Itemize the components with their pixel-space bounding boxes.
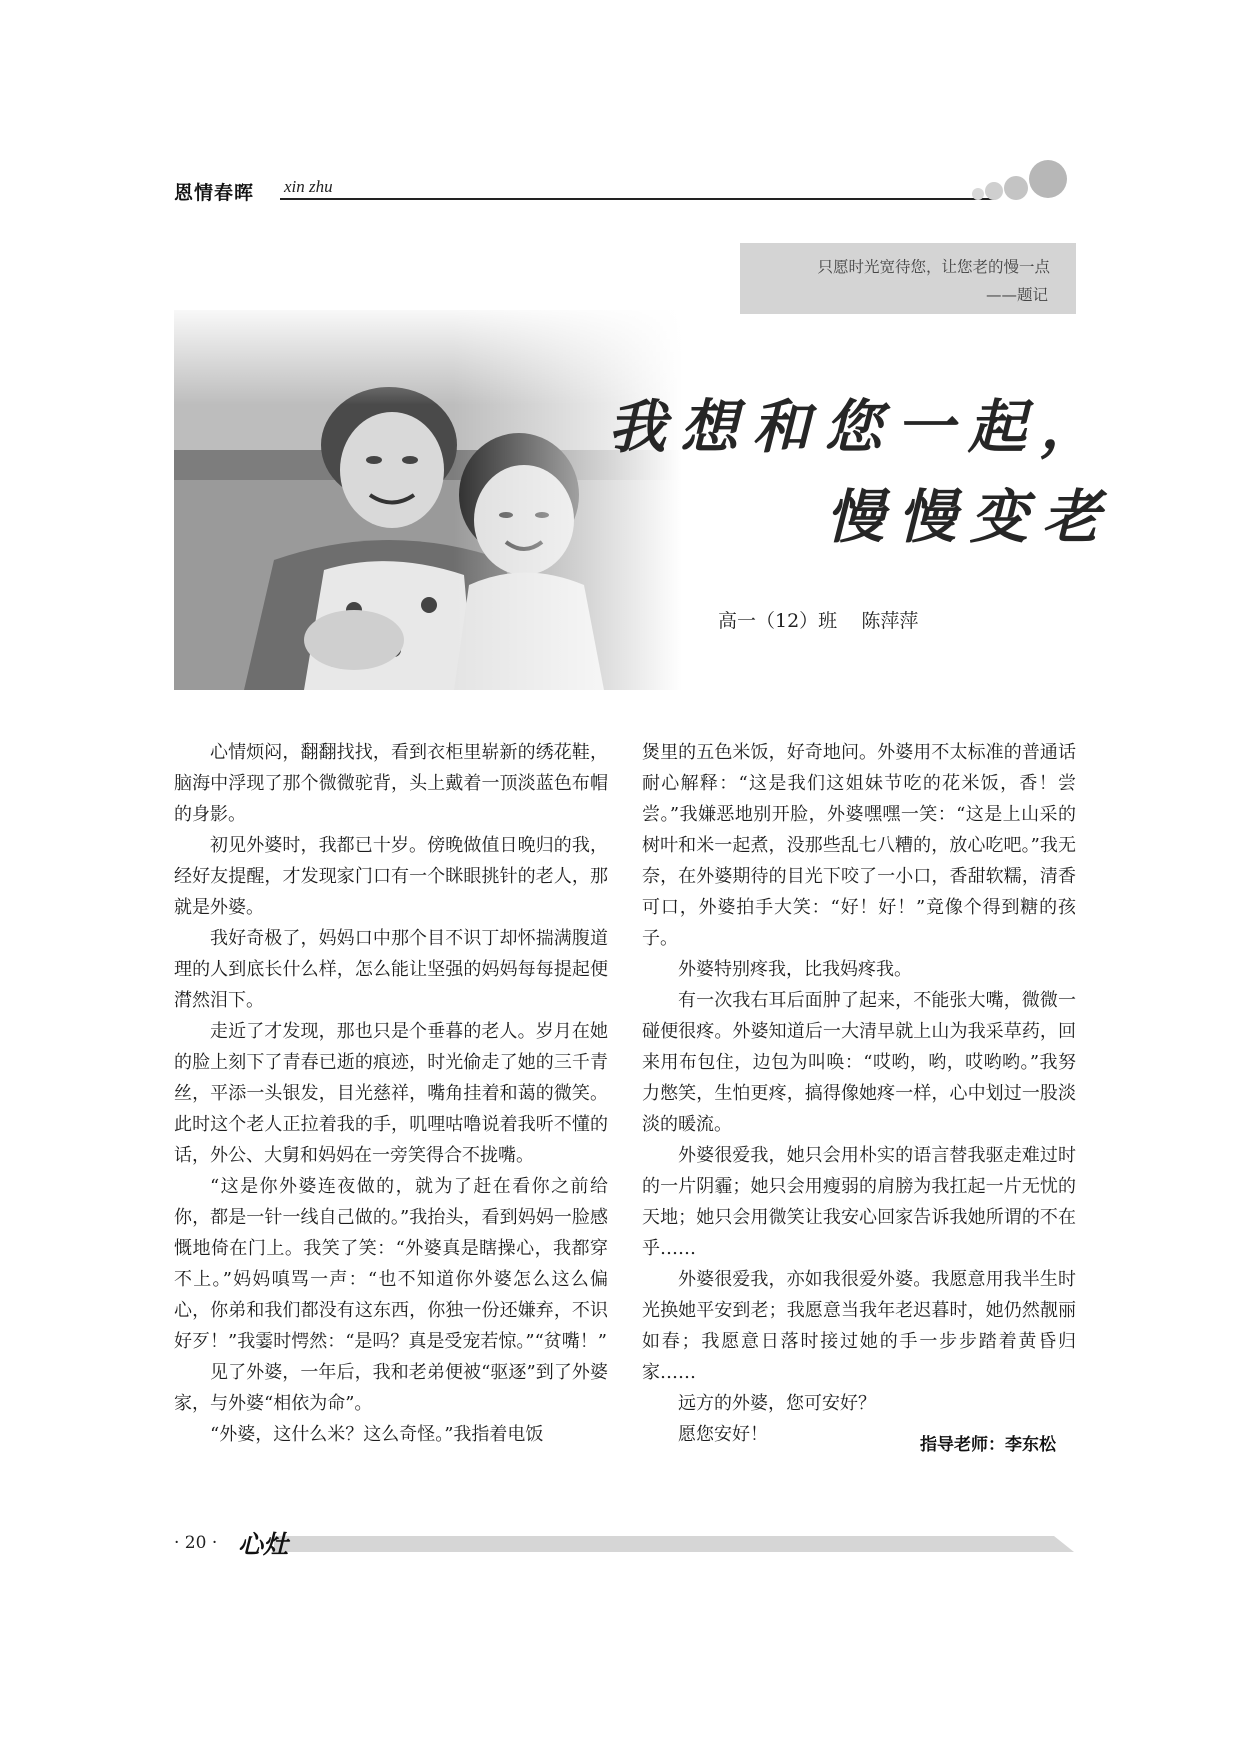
section-pinyin: xin zhu bbox=[284, 177, 333, 196]
section-title: 恩情春晖 bbox=[174, 182, 255, 204]
article-author: 高一（12）班 陈萍萍 bbox=[718, 610, 919, 632]
paragraph: 外婆特别疼我，比我妈疼我。 bbox=[678, 959, 912, 980]
paragraph: 远方的外婆，您可安好？ bbox=[678, 1393, 876, 1414]
epigraph-source: ——题记 bbox=[985, 286, 1048, 304]
right-column bbox=[642, 737, 1076, 1450]
grandmother-child-photo bbox=[174, 310, 682, 690]
advisor-credit: 指导老师：李东松 bbox=[920, 1435, 1056, 1455]
header-rule bbox=[280, 198, 994, 200]
paragraph-continuation: 煲里的五色米饭，好奇地问。外婆用不太标准的普通话耐心解释：“这是我们这姐妹节吃的花米饭，香！尝尝。”我嫌恶地别开脸，外婆嘿嘿一笑：“这是上山采的树叶和米一起煮，没那些乱七八糟的，放心吃吧。”我无奈，在外婆期待的目光下咬了一小口，香甜软糯，清香可口，外婆拍手大笑：“好！好！”竟像个得到糖的孩子。 bbox=[642, 742, 1076, 949]
section-header bbox=[174, 160, 1074, 210]
paragraph: 愿您安好！ bbox=[678, 1424, 768, 1445]
paragraph: 走近了才发现，那也只是个垂暮的老人。岁月在她的脸上刻下了青春已逝的痕迹，时光偷走了她的三千青丝，平添一头银发，目光慈祥，嘴角挂着和蔼的微笑。此时这个老人正拉着我的手，叽哩咕噜说着我听不懂的话，外公、大舅和妈妈在一旁笑得合不拢嘴。 bbox=[174, 1021, 608, 1166]
footer-band bbox=[174, 1532, 1074, 1554]
paragraph: 外婆很爱我，她只会用朴实的语言替我驱走难过时的一片阴霾；她只会用瘦弱的肩膀为我扛起一片无忧的天地；她只会用微笑让我安心回家告诉我她所谓的不在乎…… bbox=[642, 1145, 1076, 1259]
paragraph: 心情烦闷，翻翻找找，看到衣柜里崭新的绣花鞋，脑海中浮现了那个微微驼背，头上戴着一顶淡蓝色布帽的身影。 bbox=[174, 742, 608, 825]
paragraph: “这是你外婆连夜做的，就为了赶在看你之前给你，都是一针一线自己做的。”我抬头，看到妈妈一脸感慨地倚在门上。我笑了笑：“外婆真是瞎操心，我都穿不上。”妈妈嗔骂一声：“也不知道你外婆怎么这么偏心，你弟和我们都没有这东西，你独一份还嫌弃，不识好歹！”我霎时愕然：“是吗？真是受宠若惊。”“贫嘴！” bbox=[174, 1176, 608, 1352]
left-column bbox=[174, 737, 608, 1450]
paragraph: 见了外婆，一年后，我和老弟便被“驱逐”到了外婆家，与外婆“相依为命”。 bbox=[174, 1362, 608, 1414]
decorative-dots-icon bbox=[964, 160, 1074, 205]
epigraph-text: 只愿时光宽待您，让您老的慢一点 bbox=[817, 258, 1050, 276]
paragraph: 我好奇极了，妈妈口中那个目不识丁却怀揣满腹道理的人到底长什么样，怎么能让坚强的妈妈每每提起便潸然泪下。 bbox=[174, 928, 608, 1011]
page-number: · 20 · bbox=[174, 1533, 218, 1553]
article-title-line2: 慢慢变老 bbox=[826, 483, 1115, 551]
epigraph-box bbox=[740, 243, 1076, 314]
paragraph: “外婆，这什么米？这么奇怪。”我指着电饭 bbox=[210, 1424, 544, 1445]
paragraph: 初见外婆时，我都已十岁。傍晚做值日晚归的我，经好友提醒，才发现家门口有一个眯眼挑针的老人，那就是外婆。 bbox=[174, 835, 608, 918]
paragraph: 有一次我右耳后面肿了起来，不能张大嘴，微微一碰便很疼。外婆知道后一大清早就上山为我采草药，回来用布包住，边包为叫唤：“哎哟，哟，哎哟哟。”我努力憋笑，生怕更疼，搞得像她疼一样，心中划过一股淡淡的暖流。 bbox=[642, 990, 1076, 1135]
article-title-line1: 我想和您一起， bbox=[608, 393, 1113, 461]
paragraph: 外婆很爱我，亦如我很爱外婆。我愿意用我半生时光换她平安到老；我愿意当我年老迟暮时，她仍然靓丽如春；我愿意日落时接过她的手一步步踏着黄昏归家…… bbox=[642, 1269, 1076, 1383]
journal-logo: 心灶 bbox=[238, 1530, 289, 1559]
